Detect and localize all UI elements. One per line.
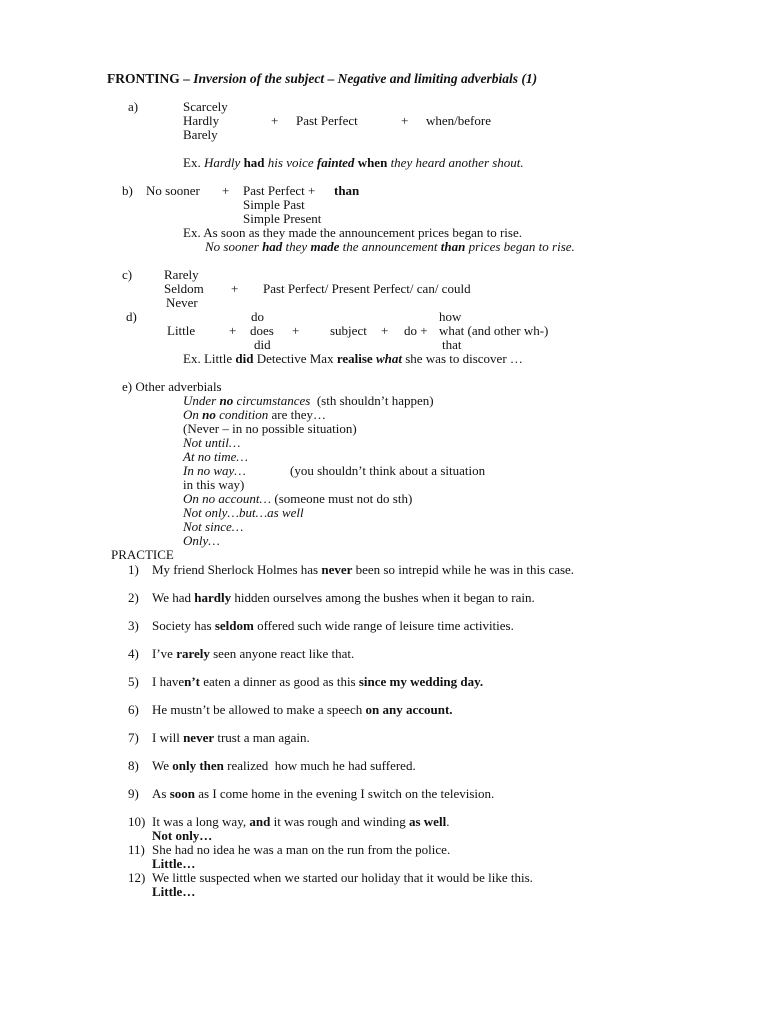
adverbial-under-no-circumstances (183, 394, 434, 408)
item-text: My friend Sherlock Holmes has (152, 562, 322, 577)
list-item (128, 731, 139, 745)
list-item-text (152, 815, 449, 829)
item-bold: never (321, 562, 353, 577)
example-bold: did (235, 351, 254, 366)
title-main: FRONTING (107, 71, 180, 86)
aux-do: do (251, 309, 264, 324)
item-prompt: Little… (152, 884, 196, 899)
word-subject: subject (330, 323, 367, 338)
list-item (128, 871, 145, 885)
section-b-label: b) (122, 183, 133, 198)
item-number: 4) (128, 646, 139, 661)
item-number: 2) (128, 590, 139, 605)
item-prompt: Little… (152, 856, 196, 871)
item-text: eaten a dinner as good as this (200, 674, 359, 689)
adverbial-not-only: Not only…but…as well (183, 505, 304, 520)
plus-sign: + (231, 281, 239, 296)
item-number: 10) (128, 814, 146, 829)
list-item-text (152, 675, 483, 689)
item-bold: rarely (176, 646, 210, 661)
item-bold: soon (169, 786, 195, 801)
in-no-way-note: (you shouldn’t think about a situation (290, 463, 486, 478)
plus-sign: + (229, 323, 237, 338)
item-number: 1) (128, 562, 139, 577)
in-this-way-note: in this way) (183, 477, 245, 492)
page-title (107, 72, 537, 86)
list-item (128, 619, 139, 633)
example-text: she was to discover … (401, 351, 523, 366)
item-text: trust a man again. (214, 730, 310, 745)
adverbial-text: circumstances (233, 393, 311, 408)
adverbial-barely: Barely (183, 127, 218, 142)
item-number: 8) (128, 758, 139, 773)
list-item (128, 563, 139, 577)
item-number: 9) (128, 786, 139, 801)
example-prefix: Ex. (183, 155, 204, 170)
section-d-label: d) (126, 309, 137, 324)
adverbial-on-no-condition (183, 408, 326, 422)
tense-past-perfect: Past Perfect + (243, 183, 316, 198)
list-item-text: She had no idea he was a man on the run from the police. (152, 842, 451, 857)
conjunction-when-before: when/before (426, 113, 491, 128)
adverbial-rarely: Rarely (164, 267, 199, 282)
title-dash: – (179, 71, 194, 86)
tense-simple-present: Simple Present (243, 211, 322, 226)
item-text: I will (152, 730, 184, 745)
list-item (128, 759, 139, 773)
item-number: 12) (128, 870, 146, 885)
plus-sign: + (381, 323, 389, 338)
tense-simple-past: Simple Past (243, 197, 305, 212)
adverbial-scarcely: Scarcely (183, 99, 228, 114)
list-item (128, 703, 139, 717)
item-bold: as well (408, 814, 447, 829)
conjunction-than: than (334, 183, 360, 198)
never-note: (Never – in no possible situation) (183, 421, 357, 436)
adverbial-on-no-account (183, 492, 412, 506)
plus-sign: + (401, 113, 409, 128)
example-text: they heard another shout. (387, 155, 524, 170)
list-item (128, 815, 145, 829)
list-item (128, 843, 145, 857)
adverbial-little: Little (167, 323, 196, 338)
example-bold: had (243, 155, 265, 170)
example-bold: when (354, 155, 388, 170)
item-bold: hardly (194, 590, 232, 605)
list-item-text (152, 731, 310, 745)
list-item (128, 787, 139, 801)
list-item-text (152, 787, 494, 801)
item-text: it was rough and winding (270, 814, 409, 829)
item-number: 5) (128, 674, 139, 689)
adverbial-bold: no (219, 393, 234, 408)
item-text: seen anyone react like that. (209, 646, 355, 661)
wh-how: how (439, 309, 462, 324)
example-bold: had (262, 239, 283, 254)
example-bold: fainted (316, 155, 355, 170)
adverbial-bold: no (202, 407, 216, 422)
list-item (128, 647, 139, 661)
adverbial-at-no-time: At no time… (183, 449, 248, 464)
item-number: 7) (128, 730, 139, 745)
adverbial-hardly: Hardly (183, 113, 220, 128)
list-item-text (152, 759, 416, 773)
adverbial-note: (sth shouldn’t happen) (310, 393, 434, 408)
adverbial-text: On (183, 407, 203, 422)
title-part2: Negative and limiting adverbials (1) (337, 71, 538, 86)
adverbial-in-no-way: In no way… (183, 463, 246, 478)
item-bold: only then (172, 758, 224, 773)
adverbial-no-sooner: No sooner (146, 183, 200, 198)
adverbial-only: Only… (183, 533, 220, 548)
example-text: Hardly (203, 155, 244, 170)
list-item-text (152, 647, 354, 661)
adverbial-not-until: Not until… (183, 435, 241, 450)
item-text: I have (152, 674, 185, 689)
item-text: We had (152, 590, 195, 605)
example-text: prices began to rise. (465, 239, 575, 254)
adverbial-text: On no account… (183, 491, 272, 506)
example-text: they (282, 239, 311, 254)
plus-sign: + (222, 183, 230, 198)
list-item (128, 591, 139, 605)
item-bold: never (183, 730, 215, 745)
item-text: as I come home in the evening I switch on the television. (195, 786, 495, 801)
example-text: Ex. Little (183, 351, 236, 366)
list-item-text (152, 703, 453, 717)
practice-heading: PRACTICE (111, 547, 174, 562)
item-bold: and (249, 814, 271, 829)
tense-past-perfect: Past Perfect (296, 113, 358, 128)
adverbial-text: condition (215, 407, 269, 422)
plus-sign: + (292, 323, 300, 338)
list-item-text: We little suspected when we started our holiday that it would be like this. (152, 870, 533, 885)
item-text: As (152, 786, 170, 801)
example-b1: Ex. As soon as they made the announcement prices began to rise. (183, 225, 522, 240)
item-text: We (152, 758, 173, 773)
section-c-label: c) (122, 267, 133, 282)
list-item (128, 675, 139, 689)
item-bold: n’t (184, 674, 201, 689)
adverbial-seldom: Seldom (164, 281, 204, 296)
verb-do: do + (404, 323, 428, 338)
adverbial-not-since: Not since… (183, 519, 244, 534)
item-text: I’ve (152, 646, 177, 661)
adverbial-never: Never (166, 295, 198, 310)
list-item-text (152, 619, 514, 633)
plus-sign: + (271, 113, 279, 128)
aux-did: did (254, 337, 271, 352)
tenses-list: Past Perfect/ Present Perfect/ can/ could (263, 281, 471, 296)
example-bold: than (440, 239, 466, 254)
wh-that: that (442, 337, 462, 352)
item-text: been so intrepid while he was in this case. (352, 562, 575, 577)
item-number: 11) (128, 842, 145, 857)
item-prompt: Not only… (152, 828, 213, 843)
example-bold: realise (336, 351, 373, 366)
example-text: Detective Max (253, 351, 337, 366)
item-bold: on any account. (365, 702, 453, 717)
example-text: No sooner (205, 239, 263, 254)
section-e-label: e) Other adverbials (122, 379, 222, 394)
item-number: 6) (128, 702, 139, 717)
list-item-text (152, 591, 535, 605)
adverbial-text: Under (183, 393, 220, 408)
section-a-label: a) (128, 99, 139, 114)
wh-what: what (and other wh-) (439, 323, 549, 338)
item-text: It was a long way, (152, 814, 250, 829)
item-text: offered such wide range of leisure time activities. (253, 618, 514, 633)
list-item-text (152, 563, 574, 577)
example-a (183, 156, 524, 170)
adverbial-note: are they… (268, 407, 326, 422)
item-text: He mustn’t be allowed to make a speech (152, 702, 366, 717)
example-text: the announcement (339, 239, 441, 254)
item-bold: since my wedding day. (358, 674, 484, 689)
title-part1: Inversion of the subject (193, 71, 325, 86)
adverbial-note: (someone must not do sth) (271, 491, 413, 506)
example-b2 (205, 240, 575, 254)
item-text: hidden ourselves among the bushes when it began to rain. (231, 590, 535, 605)
item-number: 3) (128, 618, 139, 633)
aux-does: does (250, 323, 274, 338)
example-d (183, 352, 523, 366)
title-dash: – (324, 71, 338, 86)
example-bold: made (310, 239, 340, 254)
item-text: realized how much he had suffered. (223, 758, 416, 773)
example-bold: what (372, 351, 402, 366)
item-text: Society has (152, 618, 215, 633)
item-text: . (446, 814, 450, 829)
item-bold: seldom (214, 618, 254, 633)
example-text: his voice (264, 155, 317, 170)
